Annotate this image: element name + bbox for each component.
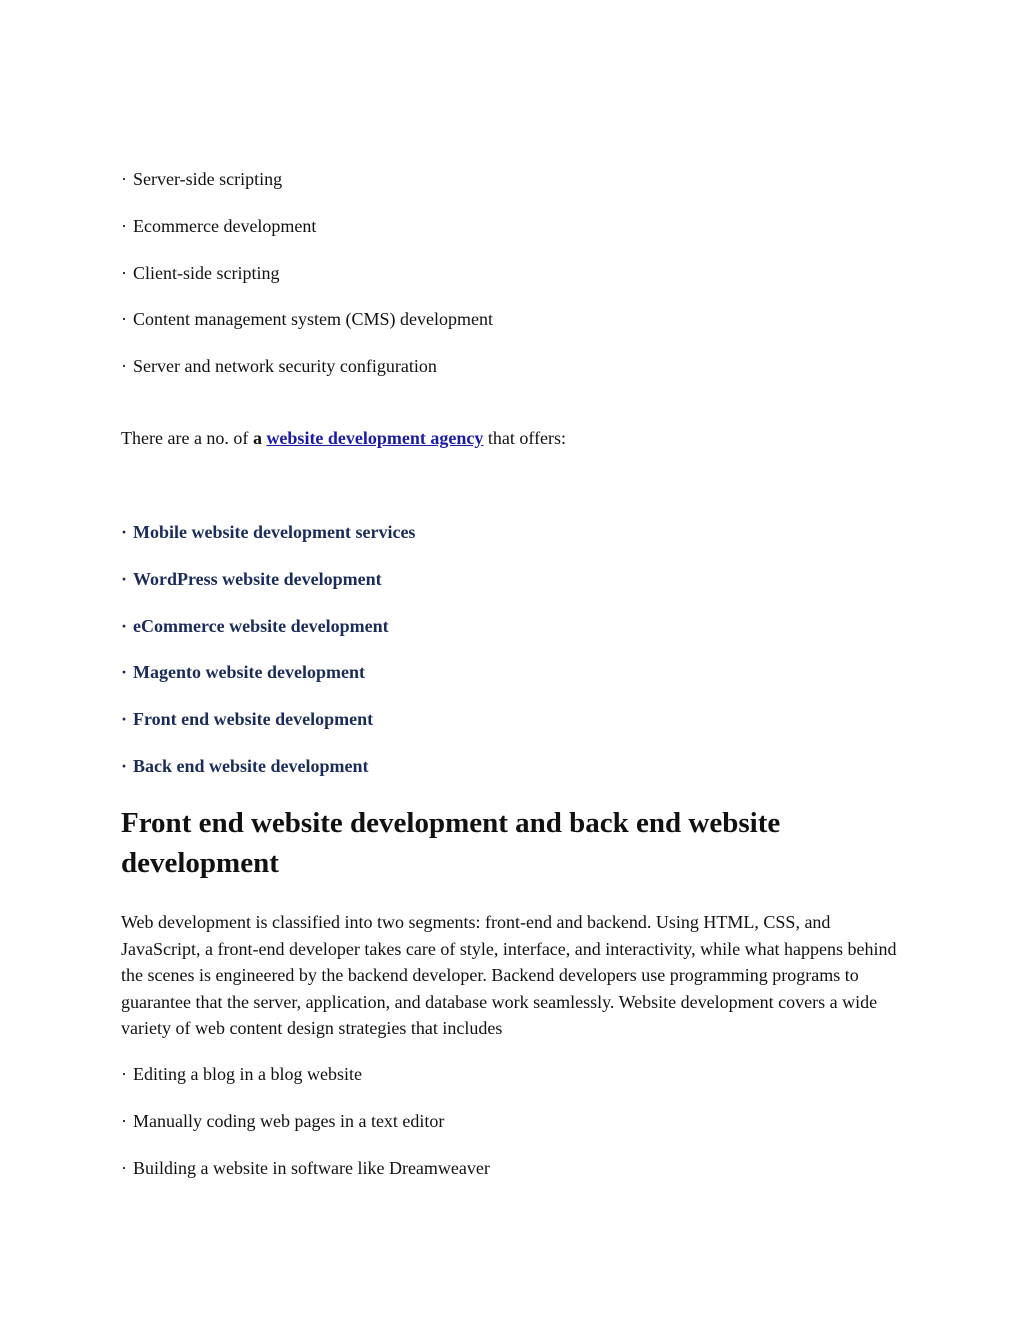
list-item-text: Editing a blog in a blog website	[133, 1064, 362, 1084]
bullet-icon: ·	[121, 216, 127, 236]
intro-sentence	[121, 427, 566, 449]
service-item	[121, 521, 415, 543]
bullet-icon: ·	[121, 1111, 127, 1131]
list-item-text: Server-side scripting	[133, 169, 283, 189]
bullet-icon: ·	[121, 309, 127, 329]
service-item-text: Mobile website development services	[133, 522, 416, 542]
list-item-text: Ecommerce development	[133, 216, 317, 236]
intro-bold-article: a	[252, 428, 262, 448]
bullet-icon: ·	[121, 522, 128, 542]
list-item	[121, 355, 437, 377]
section-heading: Front end website development and back end website development	[121, 807, 781, 879]
list-item-text: Content management system (CMS) development	[133, 309, 493, 329]
intro-prefix: There are a no. of	[121, 428, 253, 448]
service-item	[121, 661, 365, 683]
bullet-icon: ·	[121, 756, 128, 776]
list-item	[121, 215, 316, 237]
service-item	[121, 615, 389, 637]
list-item	[121, 308, 493, 330]
service-item-text: eCommerce website development	[133, 616, 389, 636]
service-item-text: Back end website development	[133, 756, 369, 776]
list-item	[121, 1157, 490, 1179]
service-item-text: WordPress website development	[133, 569, 382, 589]
service-item	[121, 755, 369, 777]
bullet-icon: ·	[121, 662, 128, 682]
list-item-text: Server and network security configuration	[133, 356, 437, 376]
bullet-icon: ·	[121, 616, 128, 636]
list-item	[121, 1110, 444, 1132]
list-item-text: Building a website in software like Dreamweaver	[133, 1158, 490, 1178]
list-item	[121, 262, 279, 284]
intro-suffix: that offers:	[483, 428, 567, 448]
service-item	[121, 568, 382, 590]
service-item	[121, 708, 373, 730]
list-item	[121, 168, 282, 190]
section-paragraph: Web development is classified into two segments: front-end and backend. Using HTML, CSS, and JavaScript, a front-end developer takes care of style, interface, and interactivity, while what happens behind the scenes is engineered by the backend developer. Backend developers use programming programs to guarantee that the server, application, and database work seamlessly. Website development covers a wide variety of web content design strategies that includes	[121, 912, 897, 1038]
service-item-text: Magento website development	[133, 662, 365, 682]
service-item-text: Front end website development	[133, 709, 374, 729]
bullet-icon: ·	[121, 1064, 127, 1084]
bullet-icon: ·	[121, 569, 128, 589]
bullet-icon: ·	[121, 1158, 127, 1178]
bullet-icon: ·	[121, 356, 127, 376]
website-development-agency-link[interactable]: website development agency	[266, 428, 484, 448]
bullet-icon: ·	[121, 169, 127, 189]
list-item-text: Manually coding web pages in a text editor	[133, 1111, 445, 1131]
list-item-text: Client-side scripting	[133, 263, 280, 283]
bullet-icon: ·	[121, 263, 127, 283]
list-item	[121, 1063, 362, 1085]
bullet-icon: ·	[121, 709, 128, 729]
